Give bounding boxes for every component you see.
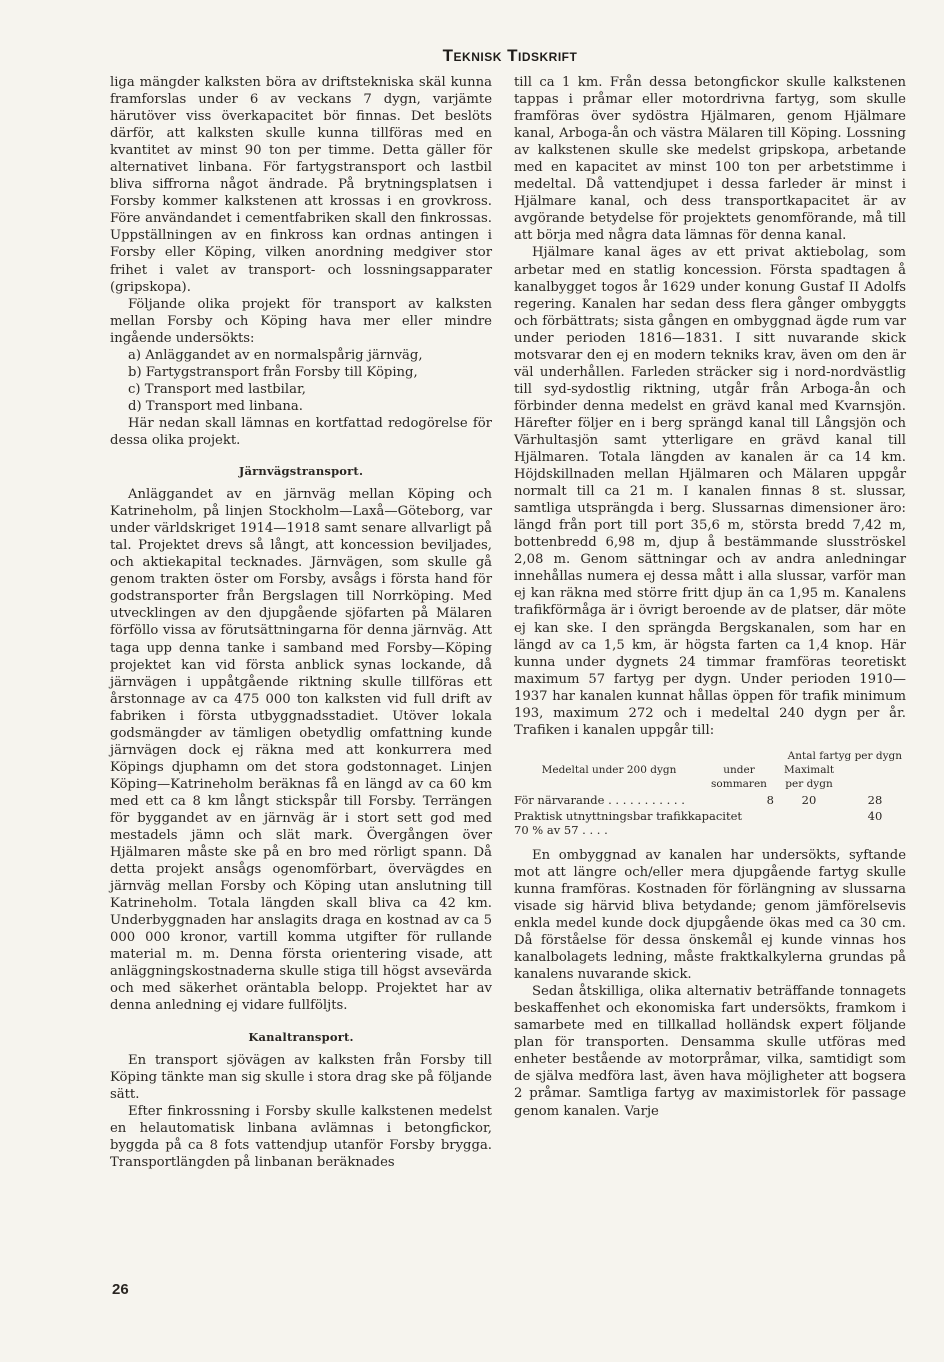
table-cell: 40 <box>867 808 883 823</box>
right-column <box>514 74 906 1120</box>
list-item: a) Anläggandet av en normalspårig järnväg, <box>128 347 423 363</box>
paragraph: Anläggandet av en järnväg mellan Köping och Katrineholm, på linjen Stockholm—Laxå—Göteborg, var under världskriget 1914—1918 samt senare allvarligt på tal. Projektet drevs så långt, att koncession beviljades, och aktiekapital tecknades. Järnvägen, som skulle gå genom trakten öster om Forsby, avsågs i första hand för godstransporter från Bergslagen till Norrköping. Med utvecklingen av den djupgående sjöfarten på Mälaren förföllo vissa av förutsättningarna för denna järnväg. Att taga upp denna tanke i samband med Forsby—Köping projektet kan vid första anblick synas lockande, då järnvägen i uppåtgående riktning skulle tillföras ett årstonnage av ca 475 000 ton kalksten vid full drift av fabriken i första utbyggnadsstadiet. Utöver lokala godsmängder av tämligen obetydlig omfattning kunde järnvägen dock ej räkna med att konkurrera med Köpings djuphamn om det stora godstonnaget. Linjen Köping—Katrineholm beräknas få en längd av ca 60 km med ett ca 8 km långt stickspår till Forsby. Terrängen för byggandet av en järnväg är i stort sett god med mestadels jämn och slät mark. Övergången över Hjälmaren måste ske på en bro med rörligt spann. Då detta projekt ansågs ogenomförbart, övervägdes en järnväg mellan Forsby och Köping utan anslutning till Katrineholm. Totala längden skall bliva ca 42 km. Underbyggnaden har anslagits draga en kostnad av ca 5 000 000 kronor, vartill komma utgifter för rullande material m. m. Denna första orientering visade, att anläggningskostnaderna skulle stiga till högst avsevärda och med säkerhet oräntabla belopp. Projektet har av denna anledning ej vidare fullföljts. <box>110 487 492 1014</box>
table-cell <box>744 809 774 837</box>
table-cell: 8 <box>766 792 774 807</box>
section-heading: Kanaltransport. <box>248 1029 354 1044</box>
paragraph: En ombyggnad av kanalen har undersökts, syftande mot att längre och/eller mera djupgående fartyg skulle kunna framföras. Kostnaden för förlängning av slussarna visade sig härvid bliva betydande; genom jämförelsevis enkla medel kunde dock djupgående ökas med ca 30 cm. Då förståelse för dessa önskemål ej kunde vinnas hos kanalbolagets ledning, måste fraktkalkylerna grundas på kanalens nuvarande skick. <box>514 847 906 983</box>
table-header-cell: Maximalt per dygn <box>783 763 835 790</box>
table-cell <box>774 809 844 837</box>
paragraph: till ca 1 km. Från dessa betongfickor skulle kalkstenen tappas i pråmar eller motordrivna fartyg, som skulle framföras över sydöstra Hjälmaren, genom Hjälmare kanal, Arboga-ån och västra Mälaren till Köping. Lossning av kalkstenen skulle ske medelst gripskopa, arbetande med en kapacitet av minst 100 ton per arbetstimme i medeltal. Då vattendjupet i dessa farleder är minst i Hjälmare kanal, och dess transportkapacitet är av avgörande betydelse för projektets genomförande, må till att börja med några data lämnas för denna kanal. <box>514 75 906 244</box>
table-cell: 28 <box>867 792 883 807</box>
paragraph: Hjälmare kanal äges av ett privat aktiebolag, som arbetar med en statlig koncession. Första spadtagen å kanalbygget togos år 1629 under konung Gustaf II Adolfs regering. Kanalen har sedan dess flera gånger ombyggts och förbättrats; sista gången en ombyggnad ägde rum var under perioden 1816—1831. I sitt nuvarande skick motsvarar den ej en modern tekniks krav, även om den är väl underhållen. Farleden sträcker sig i nord-nordvästlig till syd-sydostlig riktning, utgår från Arboga-ån och förbinder denna medelst en grävd kanal med Kvarnsjön. Härefter följer en i berg sprängd kanal till Långsjön och Värhultasjön samt ytterligare en grävd kanal till Hjälmaren. Totala längden av kanalen är ca 14 km. Höjdskillnaden mellan Hjälmaren och Mälaren uppgår normalt till ca 21 m. I kanalen finnas 8 st. slussar, samtliga utsprängda i berg. Slussarnas dimensioner äro: längd från port till port 35,6 m, största bredd 7,42 m, bottenbredd 6,98 m, djup å bestämmande slusströskel 2,08 m. Genom sättningar och av andra anledningar innehållas numera ej dessa mått i alla slussar, varför man ej kan räkna med större fritt djup än ca 1,95 m. Kanalens trafikförmåga är i övrigt beroende av de platser, där möte ej kan ske. I den sprängda Bergskanalen, som har en längd av ca 1,5 km, är högsta farten ca 1,4 knop. Här kunna under dygnets 24 timmar framföras teoretiskt maximum 57 fartyg per dygn. Under perioden 1910—1937 har kanalen kunnat hållas öppen för trafik minimum 193, maximum 272 och i medeltal 240 dygn per år. Trafiken i kanalen uppgår till: <box>514 245 906 738</box>
section-heading: Järnvägstransport. <box>238 464 364 479</box>
left-column <box>110 74 492 1171</box>
paragraph: Efter finkrossning i Forsby skulle kalkstenen medelst en helautomatisk linbana avlämnas i betongfickor, byggda på ca 8 fots vattendjup utanför Forsby brygga. Transportlängden på linbanan beräknades <box>110 1103 492 1170</box>
table-cell: Praktisk utnyttningsbar trafikkapacitet 70 % av 57 . . . . <box>514 808 743 837</box>
table-row <box>514 809 906 837</box>
table-cell: 20 <box>801 792 817 807</box>
traffic-table <box>514 749 906 837</box>
paragraph: Här nedan skall lämnas en kortfattad redogörelse för dessa olika projekt. <box>110 415 492 448</box>
table-cell: För närvarande . . . . . . . . . . . <box>514 792 685 807</box>
table-column-headers <box>514 763 906 791</box>
project-list <box>110 347 492 415</box>
table-header: Antal fartyg per dygn <box>787 749 902 762</box>
table-header-cell: under sommaren <box>711 763 767 790</box>
paragraph: En transport sjövägen av kalksten från Forsby till Köping tänkte man sig skulle i stora drag ske på följande sätt. <box>110 1052 492 1102</box>
list-item: b) Fartygstransport från Forsby till Köping, <box>128 364 418 380</box>
paragraph: Följande olika projekt för transport av kalksten mellan Forsby och Köping hava mer eller mindre ingående undersökts: <box>110 296 492 346</box>
list-item: c) Transport med lastbilar, <box>128 381 306 397</box>
page-number: 26 <box>112 1281 129 1298</box>
paragraph: liga mängder kalksten böra av driftstekniska skäl kunna framforslas under 6 av veckans 7 dygn, varjämte härutöver viss överkapacitet bör finnas. Det beslöts därför, att kalksten skulle kunna tillföras med en kvantitet av minst 90 ton per timme. Detta gäller för alternativet linbana. För fartygstransport och lastbil bliva siffrorna något ändrade. På brytningsplatsen i Forsby kommer kalkstenen att krossas i en grovkross. Före användandet i cementfabriken skall den finkrossas. Uppställningen av en finkross kan ordnas antingen i Forsby eller Köping, vilken anordning medgiver stor frihet i valet av transport- och lossningsapparater (gripskopa). <box>110 75 492 295</box>
paragraph: Sedan åtskilliga, olika alternativ beträffande tonnagets beskaffenhet och ekonomiska fart undersökts, framkom i samarbete med en tillkallad holländsk expert följande plan för transporten. Densamma skulle utföras med enheter bestående av motorpråmar, vilka, samtidigt som de själva medföra last, även hava möjligheter att bogsera 2 pråmar. Samtliga fartyg av maximistorlek för passage genom kanalen. Varje <box>514 984 906 1119</box>
journal-title: Teknisk Tidskrift <box>442 46 578 65</box>
list-item: d) Transport med linbana. <box>128 398 303 414</box>
table-header-cell: Medeltal under 200 dygn <box>541 763 677 776</box>
table-row <box>514 793 906 807</box>
